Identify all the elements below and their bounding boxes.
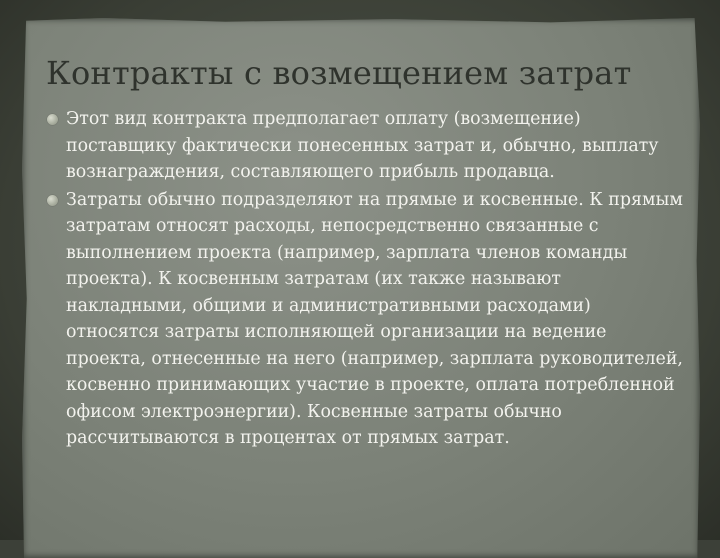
bullet-item [46, 106, 686, 186]
bullet-item [46, 187, 686, 452]
bullet-list [46, 106, 686, 452]
bullet-dot-icon [47, 114, 58, 125]
bullet-dot-icon [47, 195, 58, 206]
bullet-text: Этот вид контракта предполагает оплату (возмещение) поставщику фактически понесенных затрат и, обычно, выплату вознаграждения, составляющего прибыль продавца. [66, 109, 659, 182]
slide-title: Контракты с возмещением затрат [46, 54, 632, 92]
bullet-text: Затраты обычно подразделяют на прямые и косвенные. К прямым затратам относят расходы, непосредственно связанные с выполнением проекта (например, зарплата членов команды проекта). К косвенным затратам (их также называют накладными, общими и административными расходами) относятся затраты исполняющей организации на ведение проекта, отнесенные на него (например, зарплата руководителей, косвенно принимающих участие в проекте, оплата потребленной офисом электроэнергии). Косвенные затраты обычно рассчитываются в процентах от прямых затрат. [66, 189, 683, 448]
